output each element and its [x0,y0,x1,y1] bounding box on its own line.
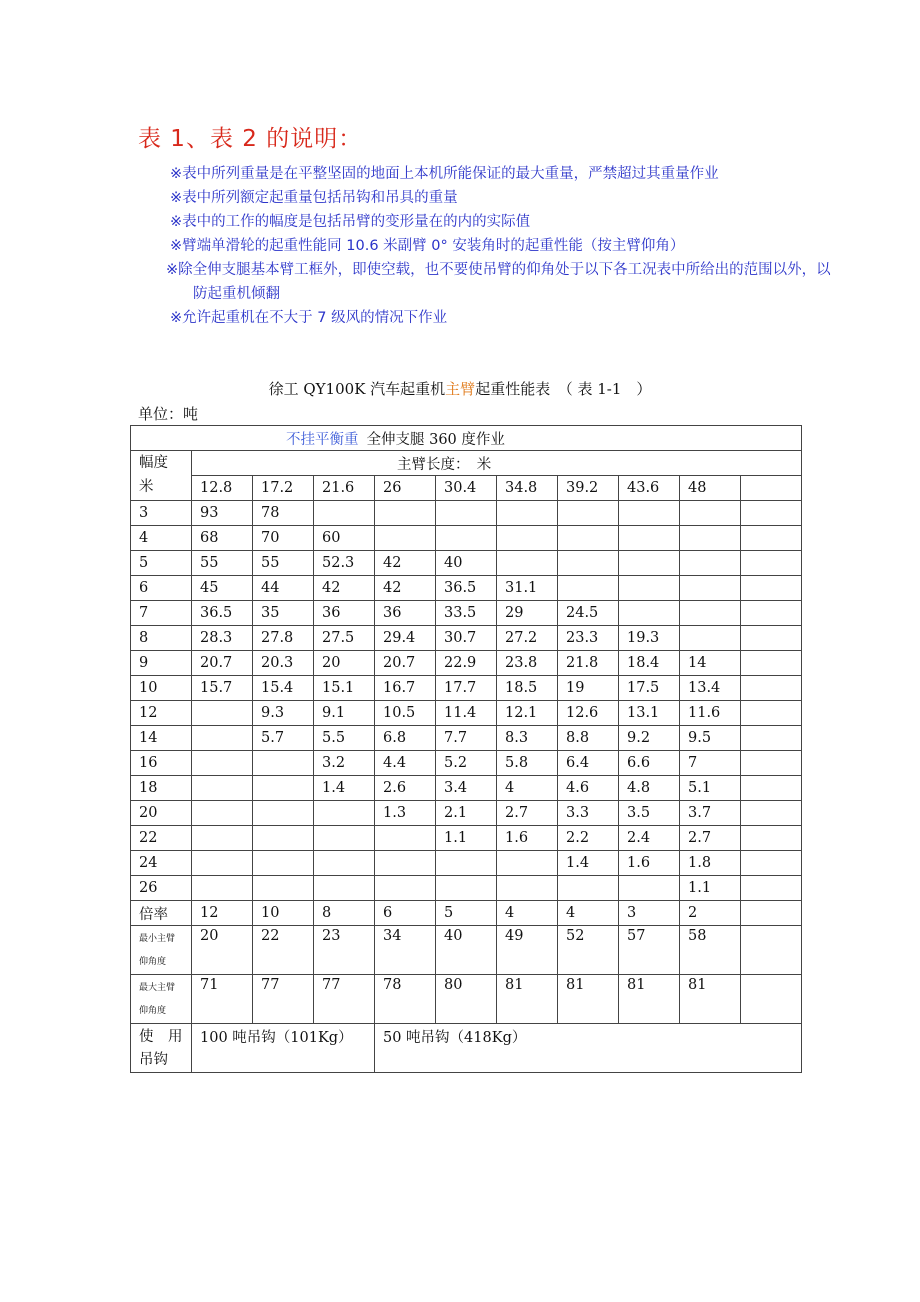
boom-length-cell: 43.6 [619,476,680,501]
capacity-cell [741,751,802,776]
capacity-cell: 5.7 [253,726,314,751]
radius-cell: 9 [131,651,192,676]
reeving-cell [741,901,802,926]
capacity-cell: 27.8 [253,626,314,651]
capacity-cell: 20.3 [253,651,314,676]
capacity-cell: 3.4 [436,776,497,801]
min-angle-cell: 49 [497,926,558,975]
capacity-cell [741,876,802,901]
capacity-cell: 2.7 [680,826,741,851]
capacity-cell [619,501,680,526]
capacity-cell: 40 [436,551,497,576]
reeving-cell: 6 [375,901,436,926]
min-angle-label-line2: 仰角度 [139,957,167,967]
capacity-cell: 36.5 [192,601,253,626]
reeving-cell: 8 [314,901,375,926]
capacity-cell: 68 [192,526,253,551]
max-angle-cell: 81 [619,975,680,1024]
capacity-cell [253,826,314,851]
capacity-cell: 1.8 [680,851,741,876]
capacity-cell [619,601,680,626]
capacity-cell: 8.3 [497,726,558,751]
capacity-cell [741,526,802,551]
capacity-cell [619,876,680,901]
min-angle-label [131,926,192,975]
condition-highlight: 不挂平衡重 [286,431,359,448]
capacity-cell [253,801,314,826]
notes-list [166,162,831,330]
capacity-cell: 23.3 [558,626,619,651]
hook-label [131,1024,192,1073]
capacity-cell: 20 [314,651,375,676]
capacity-cell [741,551,802,576]
min-angle-cell: 52 [558,926,619,975]
capacity-cell [680,501,741,526]
capacity-cell [192,776,253,801]
capacity-cell: 2.1 [436,801,497,826]
capacity-cell [497,501,558,526]
capacity-cell: 18.5 [497,676,558,701]
capacity-cell: 20.7 [192,651,253,676]
radius-cell: 5 [131,551,192,576]
radius-cell: 22 [131,826,192,851]
boom-length-cell: 39.2 [558,476,619,501]
min-angle-cell: 23 [314,926,375,975]
max-angle-cell: 81 [680,975,741,1024]
performance-table [130,425,802,1073]
capacity-cell [253,776,314,801]
capacity-cell: 28.3 [192,626,253,651]
capacity-cell [192,751,253,776]
max-angle-cell: 77 [314,975,375,1024]
capacity-cell: 2.6 [375,776,436,801]
capacity-cell [680,626,741,651]
reeving-cell: 12 [192,901,253,926]
capacity-cell: 55 [192,551,253,576]
capacity-cell: 7.7 [436,726,497,751]
capacity-cell [436,876,497,901]
capacity-cell: 4.8 [619,776,680,801]
capacity-cell: 29.4 [375,626,436,651]
capacity-cell [741,826,802,851]
min-angle-cell: 57 [619,926,680,975]
radius-cell: 14 [131,726,192,751]
capacity-cell: 6.6 [619,751,680,776]
capacity-cell: 16.7 [375,676,436,701]
radius-cell: 16 [131,751,192,776]
hook-label-line1: 使 用 [139,1029,183,1045]
boom-length-cell: 12.8 [192,476,253,501]
capacity-cell [375,876,436,901]
reeving-cell: 4 [497,901,558,926]
capacity-cell: 3.2 [314,751,375,776]
boom-length-cell [741,476,802,501]
capacity-cell: 93 [192,501,253,526]
capacity-cell: 9.2 [619,726,680,751]
table-row [131,626,802,651]
table-title-main: 徐工 QY100K 汽车起重机 [268,380,446,398]
capacity-cell: 20.7 [375,651,436,676]
note-item: ※表中的工作的幅度是包括吊臂的变形量在的内的实际值 [170,214,531,230]
table-row [131,876,802,901]
capacity-cell: 21.8 [558,651,619,676]
capacity-cell [680,576,741,601]
capacity-cell: 44 [253,576,314,601]
capacity-cell: 36.5 [436,576,497,601]
radius-cell: 6 [131,576,192,601]
capacity-cell: 42 [375,576,436,601]
radius-cell: 7 [131,601,192,626]
boom-length-row [131,476,802,501]
max-angle-cell: 71 [192,975,253,1024]
capacity-cell: 1.1 [680,876,741,901]
capacity-cell: 13.1 [619,701,680,726]
capacity-cell: 36 [375,601,436,626]
capacity-cell: 3.7 [680,801,741,826]
capacity-cell [741,801,802,826]
capacity-cell: 2.2 [558,826,619,851]
reeving-cell: 4 [558,901,619,926]
boom-length-cell: 17.2 [253,476,314,501]
capacity-cell: 78 [253,501,314,526]
radius-cell: 8 [131,626,192,651]
capacity-cell: 14 [680,651,741,676]
capacity-cell [741,726,802,751]
capacity-cell: 3.5 [619,801,680,826]
capacity-cell: 6.4 [558,751,619,776]
condition-row [131,426,802,451]
radius-header [131,451,192,501]
capacity-cell [558,876,619,901]
radius-cell: 12 [131,701,192,726]
capacity-cell [314,801,375,826]
max-angle-cell: 81 [497,975,558,1024]
capacity-cell: 29 [497,601,558,626]
capacity-cell [497,526,558,551]
radius-cell: 26 [131,876,192,901]
capacity-cell: 11.6 [680,701,741,726]
capacity-cell: 1.4 [558,851,619,876]
boom-length-cell: 48 [680,476,741,501]
capacity-cell [741,576,802,601]
capacity-cell: 2.4 [619,826,680,851]
boom-length-label-row [131,451,802,476]
capacity-cell: 5.8 [497,751,558,776]
reeving-label: 倍率 [131,901,192,926]
capacity-cell [497,551,558,576]
capacity-cell: 33.5 [436,601,497,626]
capacity-cell: 3.3 [558,801,619,826]
capacity-cell [253,851,314,876]
hook-label-line2: 吊钩 [139,1052,168,1068]
capacity-cell: 24.5 [558,601,619,626]
capacity-cell: 70 [253,526,314,551]
hook-row [131,1024,802,1073]
capacity-cell: 23.8 [497,651,558,676]
capacity-cell: 13.4 [680,676,741,701]
table-row [131,651,802,676]
max-angle-label-line2: 仰角度 [139,1006,167,1016]
table-row [131,776,802,801]
max-angle-cell [741,975,802,1024]
capacity-cell [680,526,741,551]
capacity-cell: 10.5 [375,701,436,726]
capacity-cell: 30.7 [436,626,497,651]
capacity-cell: 5.2 [436,751,497,776]
condition-cell [131,426,802,451]
capacity-cell: 4.6 [558,776,619,801]
capacity-cell: 60 [314,526,375,551]
capacity-cell [253,876,314,901]
capacity-cell [497,851,558,876]
capacity-cell [741,651,802,676]
capacity-cell [436,501,497,526]
capacity-cell: 4.4 [375,751,436,776]
capacity-cell [436,851,497,876]
capacity-cell: 31.1 [497,576,558,601]
capacity-cell [375,526,436,551]
max-angle-row [131,975,802,1024]
table-row [131,576,802,601]
boom-length-cell: 21.6 [314,476,375,501]
capacity-cell: 52.3 [314,551,375,576]
table-row [131,676,802,701]
capacity-cell [192,701,253,726]
max-angle-cell: 81 [558,975,619,1024]
capacity-cell: 18.4 [619,651,680,676]
capacity-cell: 1.1 [436,826,497,851]
table-row [131,551,802,576]
reeving-row [131,901,802,926]
capacity-cell [741,626,802,651]
capacity-cell [558,501,619,526]
note-item: ※表中所列额定起重量包括吊钩和吊具的重量 [170,190,458,206]
capacity-cell [741,601,802,626]
capacity-cell: 11.4 [436,701,497,726]
min-angle-cell: 58 [680,926,741,975]
boom-length-label: 主臂长度： 米 [192,451,802,476]
capacity-cell: 15.1 [314,676,375,701]
capacity-cell: 35 [253,601,314,626]
table-title [0,378,920,399]
radius-label: 幅度 [139,455,168,471]
max-angle-label [131,975,192,1024]
capacity-cell: 55 [253,551,314,576]
radius-cell: 18 [131,776,192,801]
capacity-cell: 19.3 [619,626,680,651]
reeving-cell: 2 [680,901,741,926]
capacity-cell [253,751,314,776]
reeving-cell: 3 [619,901,680,926]
capacity-cell [192,726,253,751]
capacity-cell [436,526,497,551]
capacity-cell [192,801,253,826]
capacity-cell [314,876,375,901]
note-item: ※允许起重机在不大于 7 级风的情况下作业 [170,310,448,326]
boom-length-cell: 30.4 [436,476,497,501]
table-row [131,601,802,626]
capacity-cell: 12.1 [497,701,558,726]
capacity-cell: 1.6 [497,826,558,851]
capacity-cell: 9.3 [253,701,314,726]
capacity-cell [558,526,619,551]
capacity-cell: 45 [192,576,253,601]
note-item: ※除全伸支腿基本臂工框外，即使空载，也不要使吊臂的仰角处于以下各工况表中所给出的范围以外，以防起重机倾翻 [166,262,831,302]
capacity-cell [558,576,619,601]
capacity-cell: 15.4 [253,676,314,701]
capacity-cell: 2.7 [497,801,558,826]
radius-unit: 米 [139,479,154,495]
capacity-cell: 17.5 [619,676,680,701]
capacity-cell: 9.5 [680,726,741,751]
capacity-cell [680,601,741,626]
capacity-cell [741,501,802,526]
capacity-cell: 5.5 [314,726,375,751]
boom-length-cell: 26 [375,476,436,501]
capacity-cell [375,501,436,526]
capacity-cell [680,551,741,576]
capacity-cell: 17.7 [436,676,497,701]
capacity-cell [741,676,802,701]
min-angle-cell: 20 [192,926,253,975]
capacity-cell [619,576,680,601]
capacity-cell [741,851,802,876]
capacity-cell [314,826,375,851]
table-row [131,501,802,526]
capacity-cell [619,551,680,576]
capacity-cell: 36 [314,601,375,626]
min-angle-label-line1: 最小主臂 [139,934,176,944]
radius-cell: 20 [131,801,192,826]
note-item: ※臂端单滑轮的起重性能同 10.6 米副臂 0° 安装角时的起重性能（按主臂仰角） [170,238,685,254]
table-title-suffix: 起重性能表 （ 表 1-1 ） [475,380,652,398]
reeving-cell: 5 [436,901,497,926]
radius-cell: 3 [131,501,192,526]
capacity-cell [741,776,802,801]
capacity-cell [497,876,558,901]
radius-cell: 4 [131,526,192,551]
hook-100t-cell: 100 吨吊钩（101Kg） [192,1024,375,1073]
capacity-cell: 42 [375,551,436,576]
table-row [131,801,802,826]
capacity-cell: 8.8 [558,726,619,751]
capacity-cell [558,551,619,576]
capacity-cell [741,701,802,726]
capacity-cell: 1.3 [375,801,436,826]
min-angle-cell: 22 [253,926,314,975]
capacity-cell: 27.2 [497,626,558,651]
table-row [131,726,802,751]
table-row [131,751,802,776]
capacity-cell [314,501,375,526]
capacity-cell [192,826,253,851]
capacity-cell: 22.9 [436,651,497,676]
capacity-cell: 1.4 [314,776,375,801]
capacity-cell: 6.8 [375,726,436,751]
capacity-cell: 7 [680,751,741,776]
max-angle-cell: 78 [375,975,436,1024]
capacity-cell: 19 [558,676,619,701]
boom-length-cell: 34.8 [497,476,558,501]
capacity-cell: 15.7 [192,676,253,701]
min-angle-cell: 40 [436,926,497,975]
table-title-accent: 主臂 [445,380,476,398]
capacity-cell: 27.5 [314,626,375,651]
condition-text: 全伸支腿 360 度作业 [366,431,505,448]
table-row [131,851,802,876]
capacity-cell [314,851,375,876]
notes-heading: 表 1、表 2 的说明： [138,126,363,152]
note-item: ※表中所列重量是在平整坚固的地面上本机所能保证的最大重量，严禁超过其重量作业 [170,166,719,182]
unit-label: 单位：吨 [138,405,199,423]
capacity-cell: 4 [497,776,558,801]
table-row [131,826,802,851]
hook-50t-cell: 50 吨吊钩（418Kg） [375,1024,802,1073]
max-angle-cell: 77 [253,975,314,1024]
max-angle-cell: 80 [436,975,497,1024]
capacity-cell: 42 [314,576,375,601]
capacity-cell [375,851,436,876]
max-angle-label-line1: 最大主臂 [139,983,176,993]
capacity-cell: 1.6 [619,851,680,876]
table-row [131,701,802,726]
capacity-cell [619,526,680,551]
table-row [131,526,802,551]
radius-cell: 24 [131,851,192,876]
radius-cell: 10 [131,676,192,701]
capacity-cell: 9.1 [314,701,375,726]
capacity-cell [192,851,253,876]
capacity-cell: 5.1 [680,776,741,801]
reeving-cell: 10 [253,901,314,926]
capacity-cell: 12.6 [558,701,619,726]
min-angle-cell: 34 [375,926,436,975]
capacity-cell [375,826,436,851]
min-angle-row [131,926,802,975]
min-angle-cell [741,926,802,975]
capacity-cell [192,876,253,901]
